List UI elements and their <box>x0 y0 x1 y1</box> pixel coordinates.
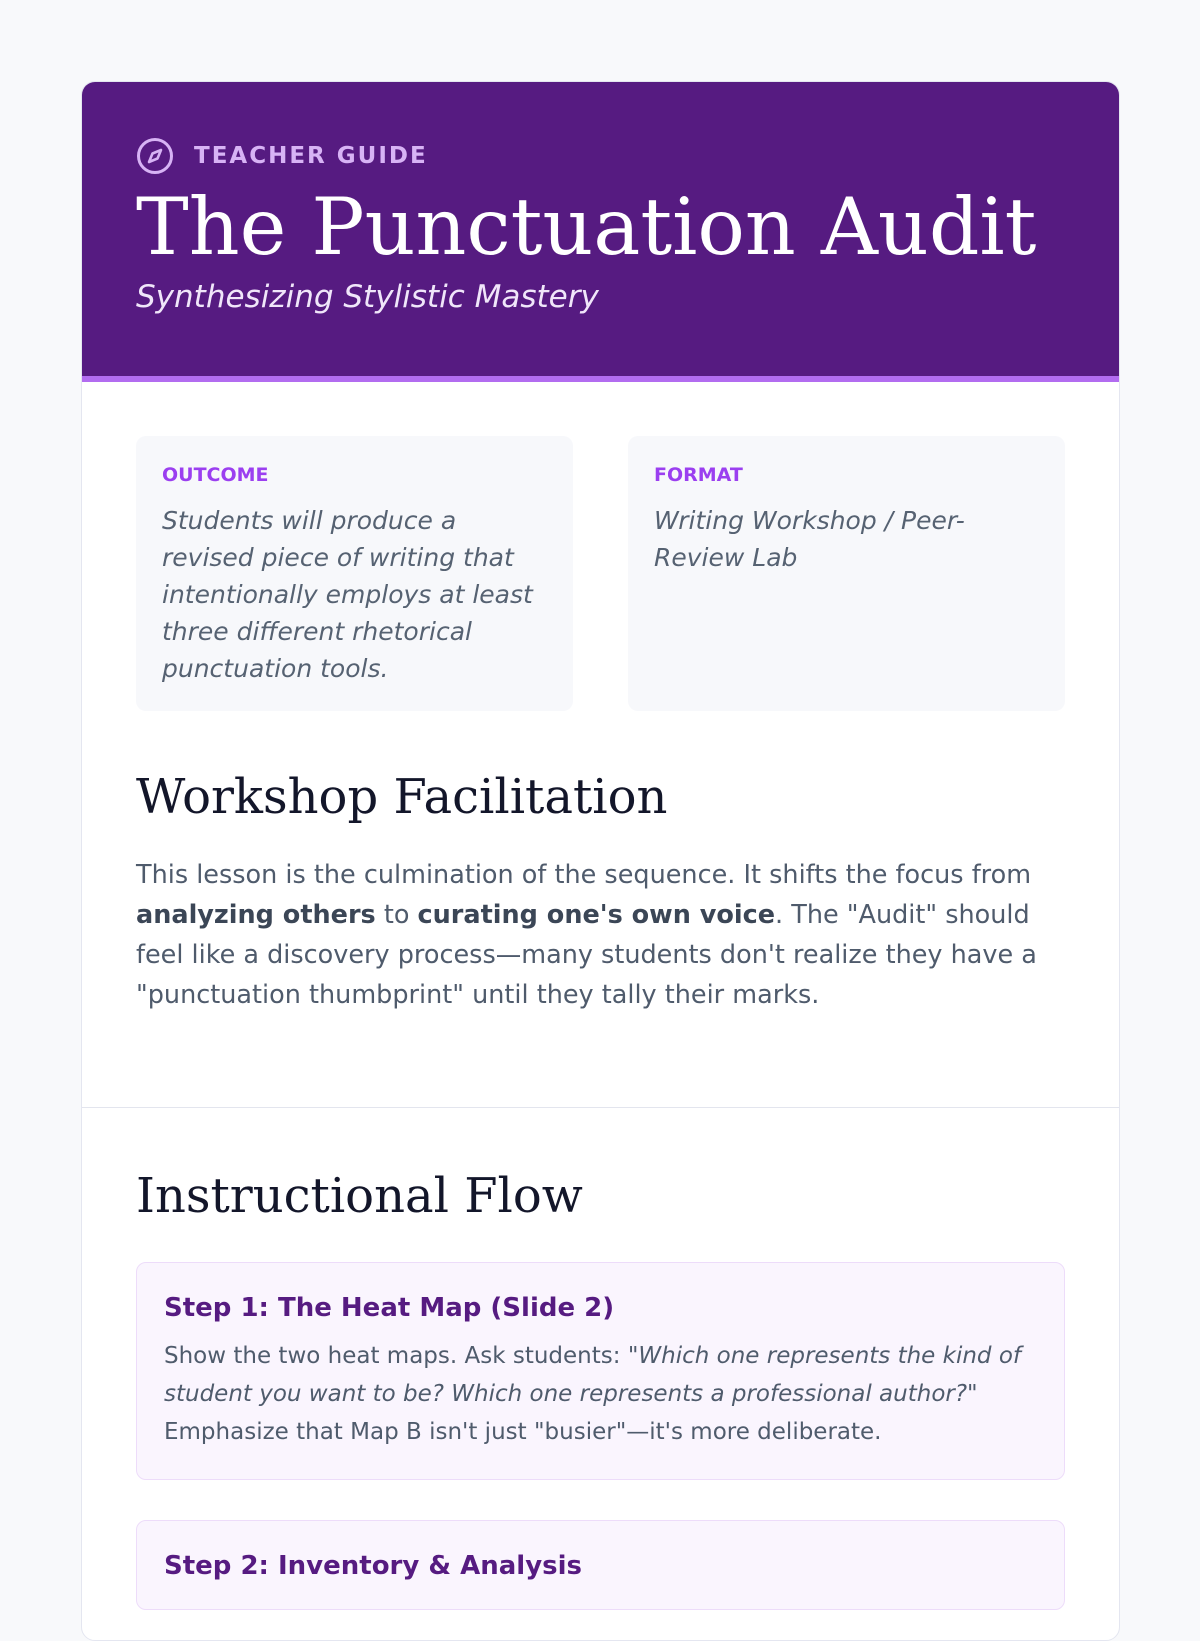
outcome-text: Students will produce a revised piece of writing that intentionally employs at least three different rhetorical punctuation tools. <box>162 506 533 683</box>
workshop-emphasis-1: analyzing others <box>136 900 376 930</box>
workshop-text-3: . The "Audit" should feel like a discovery process—many students don't realize they have a "punctuation thumbprint" until they tally their marks. <box>136 900 1037 1010</box>
step-text-tail: Emphasize that Map B isn't just "busier"—it's more deliberate. <box>164 1419 882 1445</box>
guide-header <box>82 82 1119 382</box>
step-title: Step 1: The Heat Map (Slide 2) <box>164 1293 615 1323</box>
guide-card <box>81 81 1120 1641</box>
guide-body <box>82 382 1119 1015</box>
page-subtitle: Synthesizing Stylistic Mastery <box>136 279 599 315</box>
flow-heading: Instructional Flow <box>136 1168 583 1224</box>
format-box <box>628 436 1065 711</box>
compass-icon <box>136 137 174 175</box>
step-card <box>136 1520 1065 1610</box>
workshop-text-1: This lesson is the culmination of the sequence. It shifts the focus from <box>136 860 1032 890</box>
instructional-flow <box>82 1108 1119 1610</box>
step-text <box>164 1337 1037 1451</box>
workshop-heading: Workshop Facilitation <box>136 769 668 825</box>
eyebrow <box>136 137 1065 175</box>
meta-row <box>136 436 1065 711</box>
outcome-label: OUTCOME <box>162 464 269 486</box>
format-label: FORMAT <box>654 464 743 486</box>
step-title: Step 2: Inventory & Analysis <box>164 1551 583 1581</box>
format-text: Writing Workshop / Peer-Review Lab <box>654 506 965 572</box>
outcome-box <box>136 436 573 711</box>
step-quote: "Which one represents the kind of student you want to be? Which one represents a professional author?" <box>164 1343 1022 1407</box>
eyebrow-label: TEACHER GUIDE <box>194 143 428 169</box>
page-title: The Punctuation Audit <box>136 181 1037 273</box>
step-text-lead: Show the two heat maps. Ask students: <box>164 1343 628 1369</box>
workshop-text-2: to <box>375 900 418 930</box>
step-card <box>136 1262 1065 1480</box>
workshop-emphasis-2: curating one's own voice <box>417 900 776 930</box>
workshop-paragraph <box>136 855 1065 1015</box>
